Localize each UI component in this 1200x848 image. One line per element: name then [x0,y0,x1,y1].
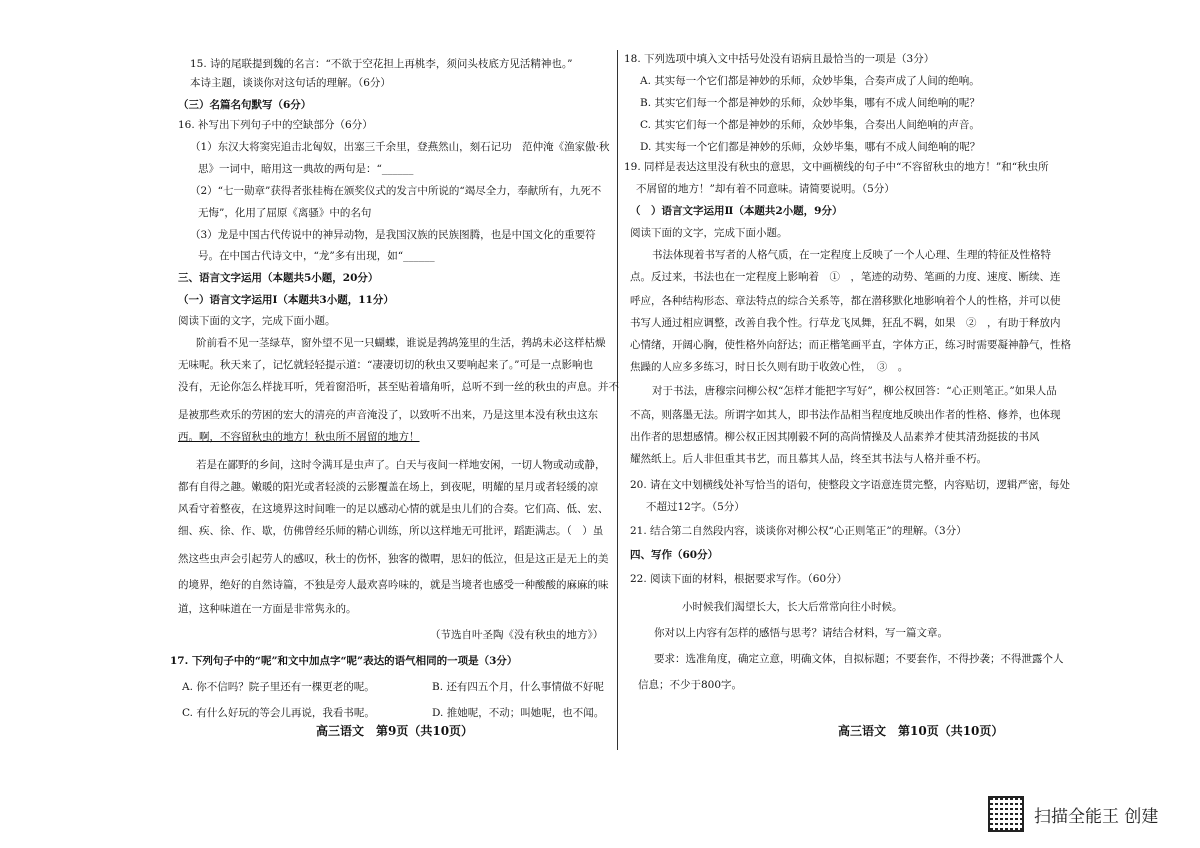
q17-option-b: B. 还有四五个月，什么事情做不好呢 [432,681,604,693]
passage2-p1-line1: 书法体现着书写者的人格气质，在一定程度上反映了一个人心理、生理的特征及性格特 [652,249,1051,261]
part2-heading: （ ）语言文字运用Ⅱ（本题共2小题，9分） [630,205,843,217]
passage-p2-line1: 若是在鄙野的乡间，这时令满耳是虫声了。白天与夜间一样地安闲，一切人物或动或静， [196,459,606,471]
passage-p1-line1: 阶前看不见一茎绿草，窗外望不见一只蝴蝶，谁说是鹁鸪笼里的生活，鹁鸪未必这样枯燥 [196,337,606,349]
passage2-p1-line6: 焦躁的人应多多练习，时日长久则有助于收敛心性， ③ 。 [630,361,909,373]
passage2-p2-line1: 对于书法，唐穆宗问柳公权“怎样才能把字写好”，柳公权回答：“心正则笔正。”如果人品 [652,385,1057,397]
passage2-p1-line5: 心情绪，开阔心胸，使性格外向舒达；而正楷笔画平直，字体方正，练习时需要凝神静气，性格 [630,339,1071,351]
reading2-instruction: 阅读下面的文字，完成下面小题。 [630,227,788,239]
passage-p2-line7: 道，这种味道在一方面是非常隽永的。 [178,603,357,615]
right-page-footer: 高三语文 第10页（共10页） [838,724,1004,738]
passage2-p2-line3: 出作者的思想感情。柳公权正因其刚毅不阿的高尚情操及人品素养才使其清劲挺拔的书风 [630,431,1040,443]
column-divider [617,50,618,750]
passage-p1-line2: 无味呢。秋天来了，记忆就轻轻提示道：“凄凄切切的秋虫又要响起来了。”可是一点影响也 [178,359,593,371]
passage-p1-line3: 没有，无论你怎么样拢耳听，凭着窗沿听，甚至贴着墙角听，总听不到一丝的秋虫的声息。并不 [178,381,619,393]
q15-line2: 本诗主题，谈谈你对这句话的理解。（6分） [190,77,391,89]
passage2-p1-line4: 书写人通过相应调整，改善自我个性。行草龙飞凤舞，狂乱不羁，如果 ② ，有助于释放内 [630,317,1061,329]
q22-material: 小时候我们渴望长大，长大后常常向往小时候。 [682,601,903,613]
passage-p2-line6: 的境界，绝好的自然诗篇，不独是旁人最欢喜吟味的，就是当境者也感受一种酸酸的麻麻的味 [178,579,609,591]
q15-line1: 15. 诗的尾联提到魏的名言：“不欲于空花担上再桃李，须问头枝底方见活精神也。” [190,58,573,70]
q17-option-a: A. 你不信吗？院子里还有一棵更老的呢。 [182,681,375,693]
q22-requirements-line1: 要求：选准角度，确定立意，明确文体，自拟标题；不要套作，不得抄袭；不得泄露个人 [654,653,1064,665]
q19-line1: 19. 同样是表达这里没有秋虫的意思，文中画横线的句子中“不容留秋虫的地方！”和“秋虫所 [624,161,1049,173]
passage-p2-line3: 风看守着整夜，在这境界这时间唯一的足以感动心情的就是虫儿们的合奏。它们高、低、宏、 [178,503,609,515]
q22-prompt: 你对以上内容有怎样的感悟与思考？请结合材料，写一篇文章。 [654,627,948,639]
q18-option-d: D. 其实每一个它们都是神妙的乐师，众妙毕集，哪有不成人间绝响的呢？ [640,141,981,153]
section-heading: （三）名篇名句默写（6分） [178,99,312,111]
q18-title: 18. 下列选项中填入文中括号处没有语病且最恰当的一项是（3分） [624,53,935,65]
q16-2-line2: 无悔”，化用了屈原《离骚》中的名句 [198,207,372,219]
part4-heading: 四、写作（60分） [630,549,719,561]
passage-p2-line4: 细、疾、徐、作、歇，仿佛曾经乐师的精心训练，所以这样地无可批评，蹈距满志。（ ）虽 [178,525,604,537]
passage2-p2-line4: 耀然纸上。后人非但重其书艺，而且慕其人品，终至其书法与人格并垂不朽。 [630,453,987,465]
passage-source: （节选自叶圣陶《没有秋虫的地方》） [430,629,604,641]
q22-title: 22. 阅读下面的材料，根据要求写作。（60分） [630,573,848,585]
scanner-watermark: 扫描全能王 创建 [1034,807,1159,827]
left-page-footer: 高三语文 第9页（共10页） [316,724,474,738]
passage2-p1-line2: 点。反过来，书法也在一定程度上影响着 ① ，笔迹的动势、笔画的力度、速度、断续、连 [630,271,1061,283]
part3-sub-heading: （一）语言文字运用Ⅰ（本题共3小题，11分） [178,294,394,306]
q18-option-a: A. 其实每一个它们都是神妙的乐师，众妙毕集，合奏声成了人间的绝响。 [640,75,980,87]
q16-3-line2: 号。在中国古代诗文中，“龙”多有出现，如“______ [198,250,435,262]
qr-code-icon [988,796,1024,832]
passage-p1-line4: 是被那些欢乐的劳困的宏大的清亮的声音淹没了，以致听不出来，乃是这里本没有秋虫这东 [178,409,598,421]
q16-1-line2: 思》一词中，暗用这一典故的两句是：“______ [198,163,414,175]
q18-option-b: B. 其实它们每一个都是神妙的乐师，众妙毕集，哪有不成人间绝响的呢？ [640,97,980,109]
q17-option-d: D. 推她呢，不动；叫她呢，也不闻。 [432,707,605,719]
reading-instruction: 阅读下面的文字，完成下面小题。 [178,315,336,327]
part3-heading: 三、语言文字运用（本题共5小题，20分） [178,272,379,284]
passage-p1-line5: 西。啊，不容留秋虫的地方！秋虫所不屑留的地方！ [178,431,420,443]
q18-option-c: C. 其实它们每一个都是神妙的乐师，众妙毕集，合奏出人间绝响的声音。 [640,119,980,131]
q16-1-line1: （1）东汉大将窦宪追击北匈奴，出塞三千余里，登燕然山，刻石记功 范仲淹《渔家傲·秋 [190,141,610,153]
q17-title: 17. 下列句子中的“呢”和文中加点字“呢”表达的语气相同的一项是（3分） [170,655,518,667]
q20-line1: 20. 请在文中划横线处补写恰当的语句，使整段文字语意连贯完整，内容贴切，逻辑严密，每处 [630,479,1071,491]
q16-3-line1: （3）龙是中国古代传说中的神异动物，是我国汉族的民族图腾，也是中国文化的重要符 [190,229,596,241]
passage2-p2-line2: 不高，则落墨无法。所谓字如其人，即书法作品相当程度地反映出作者的性格、修养，也体现 [630,409,1061,421]
q21: 21. 结合第二自然段内容，谈谈你对柳公权“心正则笔正”的理解。（3分） [630,525,967,537]
passage-p2-line5: 然这些虫声会引起劳人的感叹，秋士的伤怀，独客的微喟，思妇的低泣，但是这正是无上的美 [178,553,609,565]
q17-option-c: C. 有什么好玩的等会儿再说，我看书呢。 [182,707,375,719]
q20-line2: 不超过12字。（5分） [646,501,745,513]
q16-title: 16. 补写出下列句子中的空缺部分（6分） [178,119,373,131]
q19-line2: 不屑留的地方！”却有着不同意味。请简要说明。（5分） [636,183,895,195]
q16-2-line1: （2）“七一勋章”获得者张桂梅在颁奖仪式的发言中所说的“竭尽全力，奉献所有，九死不 [190,185,602,197]
passage2-p1-line3: 呼应，各种结构形态、章法特点的综合关系等，都在潜移默化地影响着个人的性格，并可以使 [630,295,1061,307]
passage-p2-line2: 都有自得之趣。嫩暖的阳光或者轻淡的云影覆盖在场上，到夜呢，明耀的星月或者轻缓的凉 [178,481,598,493]
q22-requirements-line2: 信息；不少于800字。 [638,679,743,691]
